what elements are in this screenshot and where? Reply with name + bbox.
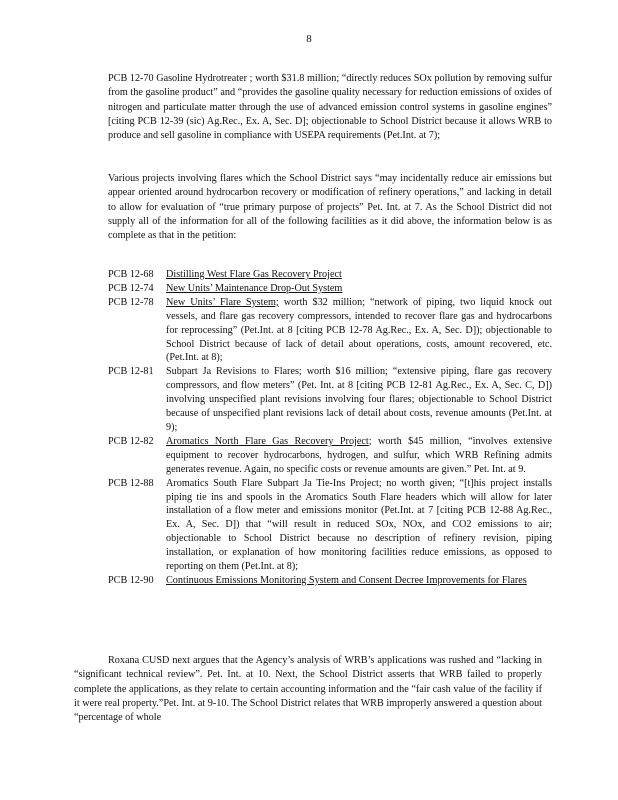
pcb-item [108, 282, 552, 296]
pcb-description: worth $32 million; “network of piping, two liquid knock out vessels, and flare gas recovery compressors, intended to recover flare gas and hydrocarbons for reprocessing” (Pet.Int. at 8 [citing PCB 12-78 Ag.Rec., Ex. A, Sec. D]); objectionable to School District because of lack of detail about operations, costs, amount recovered, etc. (Pet.Int. at 8); [166, 296, 552, 364]
closing-paragraph: Roxana CUSD next argues that the Agency’s analysis of WRB’s applications was rushed and “lacking in “significant technical review”. Pet. Int. at 10. Next, the School District asserts that WRB failed to properly complete the applications, as they relate to certain accounting information and the “fair cash value of the facility if it were real property.”Pet. Int. at 9-10. The School District relates that WRB improperly answered a question about “percentage of whole [74, 655, 542, 724]
pcb-title: New Units’ Flare System; [166, 296, 279, 308]
pcb-number: PCB 12-78 [108, 296, 154, 308]
pcb-number: PCB 12-81 [108, 366, 154, 378]
pcb-number: PCB 12-90 [108, 574, 154, 586]
bullet-paragraph-gasoline-hydrotreater: PCB 12-70 Gasoline Hydrotreater ; worth $31.8 million; “directly reduces SOx pollution by removing sulfur from the gasoline product” and “provides the gasoline quality necessary for reduction emissions of oxides of nitrogen and particulate matter through the use of advanced emission control systems in gasoline engines” [citing PCB 12-39 (sic) Ag.Rec., Ex. A, Sec. D]; objectionable to School District because it allows WRB to produce and sell gasoline in compliance with USEPA requirements (Pet.Int. at 7); [108, 73, 552, 142]
pcb-description: Aromatics South Flare Subpart Ja Tie-Ins Project; no worth given; “[t]his project installs piping tie ins and spools in the Aromatics South Flare headers which will allow for later installation of a flow meter and emissions monitor (Pet.Int. at 7 [citing PCB 12-88 Ag.Rec., Ex. A, Sec. D]) that “will result in reduced SOx, NOx, and CO2 emissions to air; objectionable to School District because no description of refinery revision, piping installation, or explanation of how monitoring facilities reduce emissions, as opposed to reporting on them (Pet.Int. at 8); [166, 477, 552, 573]
pcb-description: Subpart Ja Revisions to Flares; worth $16 million; “extensive piping, flare gas recovery compressors, and flow meters” (Pet. Int. at 8 [citing PCB 12-81 Ag.Rec., Ex. A, Sec. C, D]) involving unspecified plant revisions involving four flares; objectionable to School District because of unspecified plant revisions lack of detail about costs, revenue amounts (Pet.Int. at 9); [166, 366, 552, 433]
pcb-number: PCB 12-82 [108, 435, 154, 447]
pcb-number: PCB 12-74 [108, 282, 154, 294]
pcb-title: Aromatics North Flare Gas Recovery Project [166, 435, 369, 447]
pcb-number: PCB 12-68 [108, 269, 154, 280]
pcb-item [108, 574, 552, 588]
pcb-number: PCB 12-88 [108, 477, 154, 489]
pcb-title: Distilling West Flare Gas Recovery Project [166, 269, 342, 280]
pcb-item [108, 477, 552, 574]
pcb-list [108, 268, 552, 588]
pcb-item [108, 296, 552, 366]
pcb-item [108, 268, 552, 282]
page-number: 8 [306, 33, 312, 45]
pcb-item [108, 435, 552, 477]
pcb-title: Continuous Emissions Monitoring System and Consent Decree Improvements for Flares [166, 574, 527, 586]
pcb-item [108, 365, 552, 435]
bullet-paragraph-flare-projects: Various projects involving flares which the School District says “may incidentally reduce air emissions but appear oriented around hydrocarbon recovery or modification of refinery operations,” and lacking in detail to allow for evaluation of “true primary purpose of projects” Pet. Int. at 7. As the School District did not supply all of the information for all of the following facilities as it did above, the information below is as complete as that in the petition: [108, 173, 552, 242]
pcb-description: ; worth $45 million, “involves extensive equipment to recover hydrocarbons, hydrogen, and sulfur, which WRB Refining admits generates revenue. Again, no specific costs or revenue amounts are given.” Pet. Int. at 9. [166, 435, 552, 475]
pcb-title: New Units’ Maintenance Drop-Out System [166, 282, 343, 294]
